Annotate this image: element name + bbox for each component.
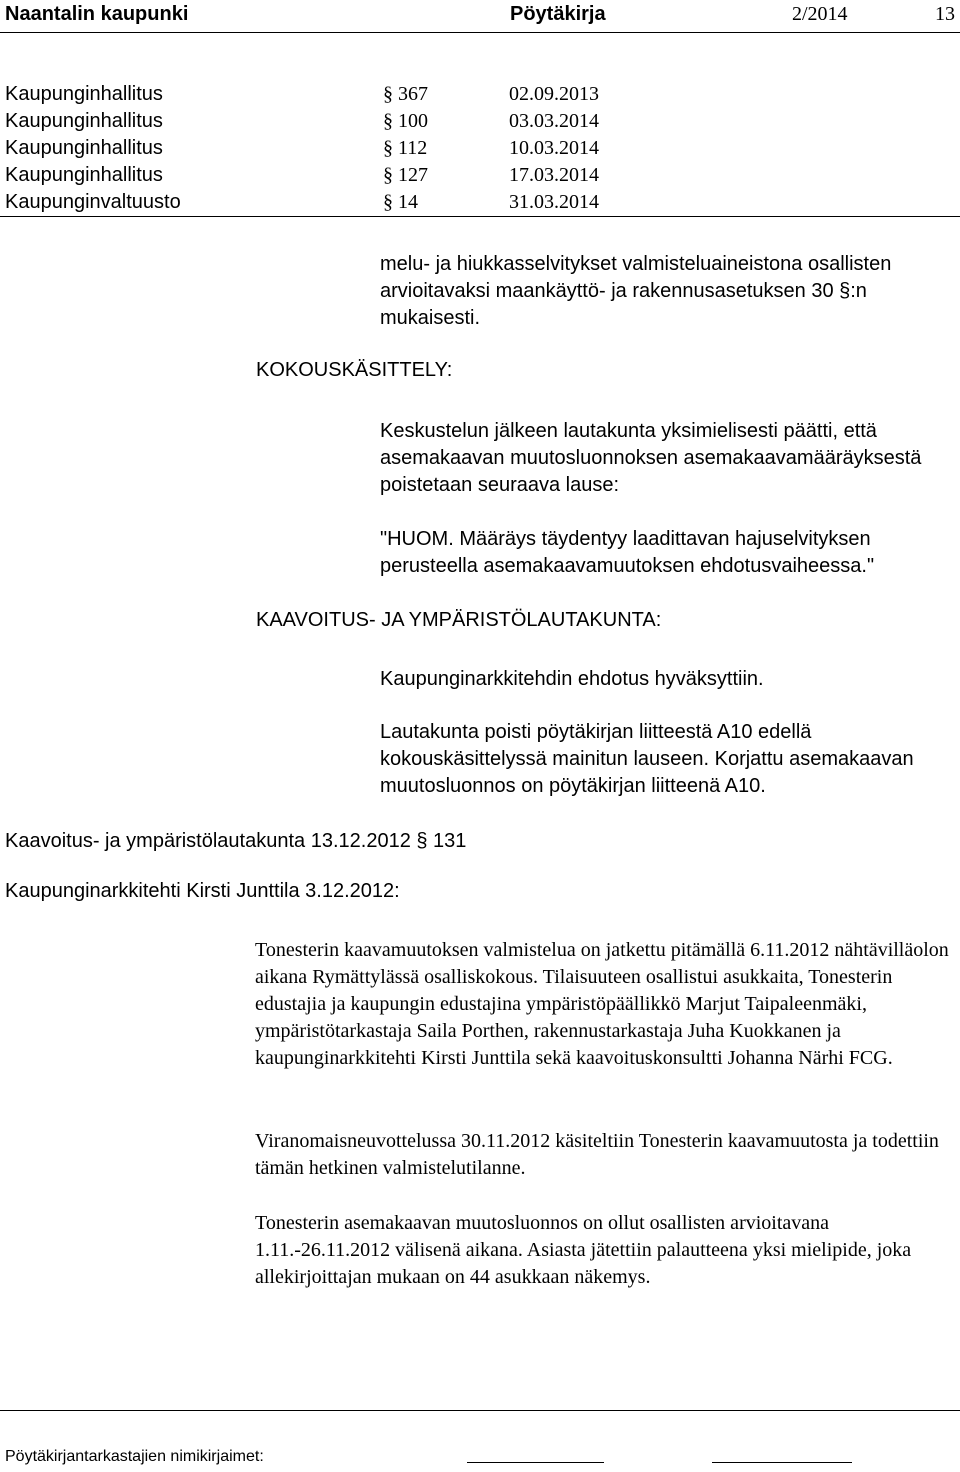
- reference-date: 02.09.2013: [509, 83, 599, 105]
- reference-date: 17.03.2014: [509, 164, 599, 186]
- municipality-name: Naantalin kaupunki: [5, 3, 189, 25]
- section-label-committee: KAAVOITUS- JA YMPÄRISTÖLAUTAKUNTA:: [256, 609, 662, 631]
- body-paragraph: Viranomaisneuvottelussa 30.11.2012 käsiteltiin Tonesterin kaavamuutosta ja todettiin tämän hetkinen valmistelutilanne.: [255, 1130, 939, 1179]
- page-number: 13: [935, 3, 955, 25]
- meeting-reference-label: Kaavoitus- ja ympäristölautakunta 13.12.2012 § 131: [5, 830, 467, 852]
- reference-section: § 112: [383, 137, 428, 159]
- reference-section: § 100: [383, 110, 428, 132]
- footer-rule: [0, 1410, 960, 1411]
- reference-body: Kaupunginhallitus: [5, 110, 163, 132]
- reference-section: § 14: [383, 191, 418, 213]
- architect-label: Kaupunginarkkitehti Kirsti Junttila 3.12.2012:: [5, 880, 400, 902]
- issue-number: 2/2014: [792, 3, 848, 25]
- section-label-meeting-handling: KOKOUSKÄSITTELY:: [256, 359, 453, 381]
- document-type: Pöytäkirja: [510, 3, 606, 25]
- committee-correction-paragraph: Lautakunta poisti pöytäkirjan liitteestä A10 edellä kokouskäsittelyssä mainitun lauseen. Korjattu asemakaavan muutosluonnos on pöytäkirjan liitteenä A10.: [380, 721, 914, 797]
- header-rule: [0, 32, 960, 33]
- signature-line[interactable]: [467, 1462, 604, 1463]
- quoted-regulation-paragraph: "HUOM. Määräys täydentyy laadittavan hajuselvityksen perusteella asemakaavamuutoksen ehdotusvaiheessa.": [380, 528, 875, 577]
- meeting-handling-paragraph: Keskustelun jälkeen lautakunta yksimielisesti päätti, että asemakaavan muutosluonnoksen asemakaavamääräyksestä poistetaan seuraava lause:: [380, 420, 922, 496]
- references-rule: [0, 216, 960, 217]
- reference-body: Kaupunginhallitus: [5, 137, 163, 159]
- reference-section: § 127: [383, 164, 428, 186]
- reference-body: Kaupunginhallitus: [5, 164, 163, 186]
- committee-decision-paragraph: Kaupunginarkkitehdin ehdotus hyväksyttiin.: [380, 668, 764, 690]
- reference-date: 31.03.2014: [509, 191, 599, 213]
- signatures-label: Pöytäkirjantarkastajien nimikirjaimet:: [5, 1448, 264, 1465]
- body-paragraph: Tonesterin kaavamuutoksen valmistelua on jatkettu pitämällä 6.11.2012 nähtävilläolon aikana Rymättylässä osalliskokous. Tilaisuuteen osallistui asukkaita, Tonesterin edustajia ja kaupungin edustajina ympäristöpäällikkö Marjut Taipaleenmäki, ympäristötarkastaja Saila Porthen, rakennustarkastaja Juha Kuokkanen ja kaupunginarkkitehti Kirsti Junttila sekä kaavoituskonsultti Johanna Närhi FCG.: [255, 939, 949, 1069]
- body-paragraph: Tonesterin asemakaavan muutosluonnos on ollut osallisten arvioitavana 1.11.-26.11.2012 välisenä aikana. Asiasta jätettiin palautteena yksi mielipide, joka allekirjoittajan mukaan on 44 asukkaan näkemys.: [255, 1212, 912, 1288]
- reference-date: 10.03.2014: [509, 137, 599, 159]
- reference-body: Kaupunginvaltuusto: [5, 191, 181, 213]
- reference-body: Kaupunginhallitus: [5, 83, 163, 105]
- signature-line[interactable]: [712, 1462, 852, 1463]
- reference-section: § 367: [383, 83, 428, 105]
- reference-date: 03.03.2014: [509, 110, 599, 132]
- intro-paragraph: melu- ja hiukkasselvitykset valmisteluaineistona osallisten arvioitavaksi maankäyttö- ja rakennusasetuksen 30 §:n mukaisesti.: [380, 253, 892, 329]
